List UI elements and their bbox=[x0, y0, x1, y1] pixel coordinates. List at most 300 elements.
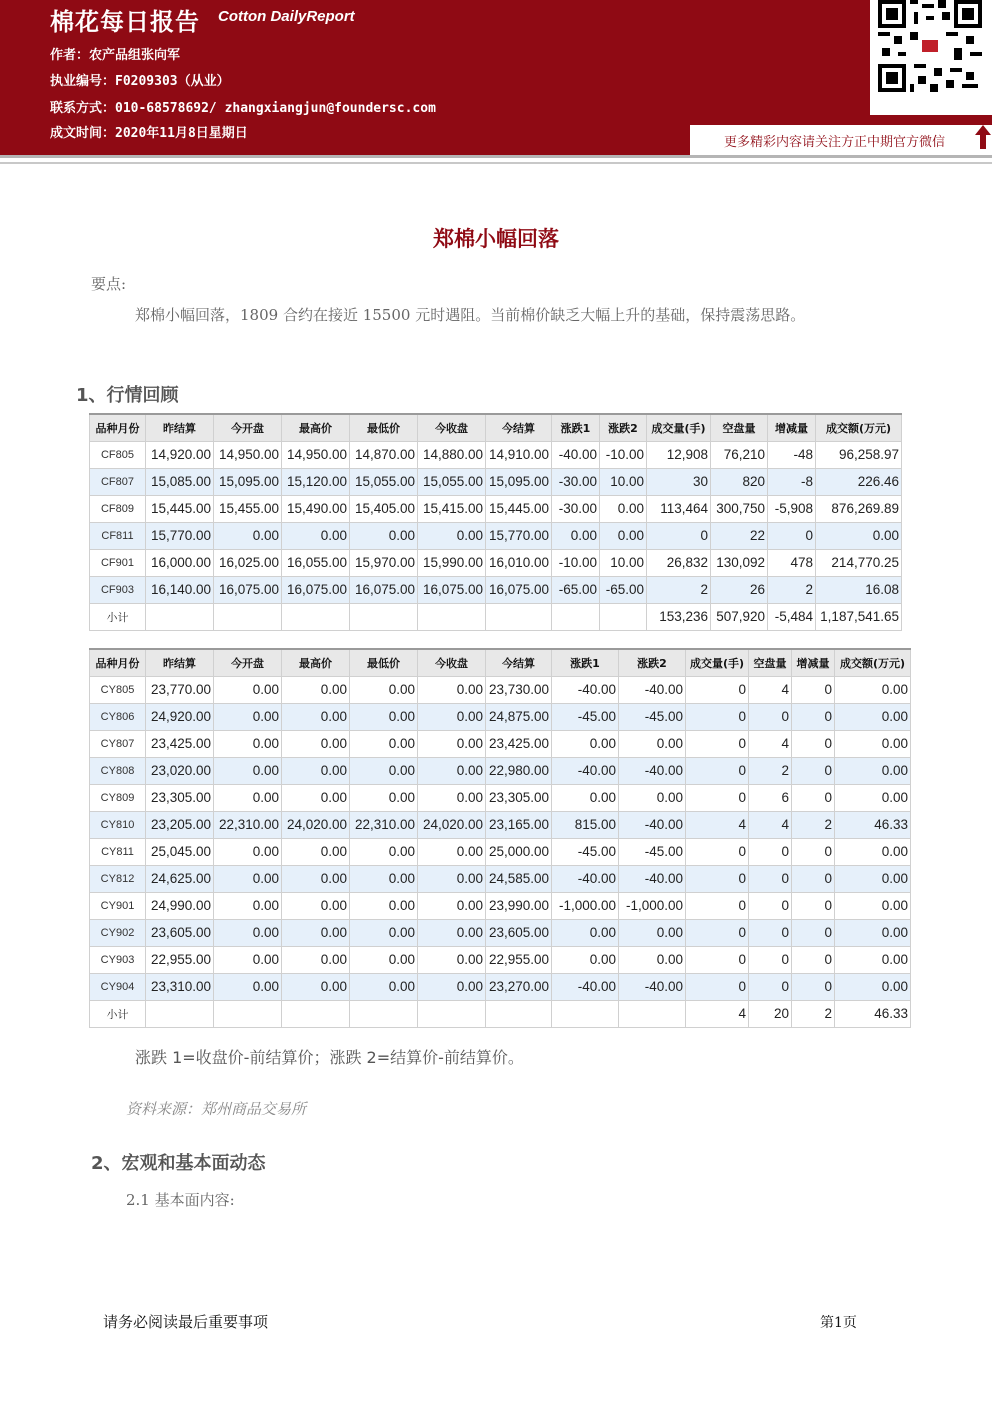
table-cell: -65.00 bbox=[552, 576, 600, 603]
table-cell: 0.00 bbox=[350, 522, 418, 549]
table-cell: 16,000.00 bbox=[146, 549, 214, 576]
table-cell: 0.00 bbox=[214, 703, 282, 730]
table-cell: 16,075.00 bbox=[486, 576, 552, 603]
table-cell: 0.00 bbox=[418, 522, 486, 549]
table-cell: 0.00 bbox=[418, 919, 486, 946]
table-cell: 0 bbox=[792, 946, 835, 973]
table-cell: 23,730.00 bbox=[486, 676, 552, 703]
table-cell: 0.00 bbox=[835, 838, 911, 865]
table-cell: 15,405.00 bbox=[350, 495, 418, 522]
table-cell: -48 bbox=[768, 441, 816, 468]
table-cell: 0.00 bbox=[350, 892, 418, 919]
contract-code: CF807 bbox=[90, 468, 146, 495]
column-header: 成交额(万元) bbox=[835, 649, 911, 676]
table-cell: 0.00 bbox=[282, 919, 350, 946]
table-cell: -40.00 bbox=[552, 441, 600, 468]
table-cell: 507,920 bbox=[711, 603, 768, 630]
table-cell: 12,908 bbox=[647, 441, 711, 468]
table-header-row bbox=[90, 414, 902, 441]
table-cell: 0 bbox=[686, 973, 749, 1000]
table-cell: -40.00 bbox=[619, 865, 686, 892]
table-row bbox=[90, 757, 911, 784]
table-cell: 0 bbox=[749, 838, 792, 865]
table-cell: 0.00 bbox=[350, 838, 418, 865]
keypoints-label: 要点: bbox=[91, 275, 127, 293]
table-cell: 0 bbox=[686, 892, 749, 919]
table-cell bbox=[282, 603, 350, 630]
table-cell: 16,010.00 bbox=[486, 549, 552, 576]
table-cell: 0.00 bbox=[418, 946, 486, 973]
table-cell: 24,920.00 bbox=[146, 703, 214, 730]
table-cell: 0.00 bbox=[214, 973, 282, 1000]
table-cell bbox=[600, 603, 647, 630]
table-cell: 0.00 bbox=[418, 973, 486, 1000]
table-cell: -8 bbox=[768, 468, 816, 495]
table-cell: -40.00 bbox=[619, 676, 686, 703]
table-cell: 0.00 bbox=[214, 865, 282, 892]
table-cell: -40.00 bbox=[619, 811, 686, 838]
table-cell: 0 bbox=[792, 757, 835, 784]
report-title-en: Cotton DailyReport bbox=[218, 8, 355, 25]
table-cell: 0.00 bbox=[350, 973, 418, 1000]
table-cell: 300,750 bbox=[711, 495, 768, 522]
cotton-yarn-futures-table bbox=[89, 648, 911, 1028]
footer-disclaimer-notice: 请务必阅读最后重要事项 bbox=[103, 1313, 269, 1331]
table-cell: 0.00 bbox=[835, 703, 911, 730]
table-cell: 0.00 bbox=[282, 757, 350, 784]
table-cell: 0.00 bbox=[552, 522, 600, 549]
table-cell: 22,955.00 bbox=[486, 946, 552, 973]
table-cell: 226.46 bbox=[816, 468, 902, 495]
column-header: 涨跌2 bbox=[619, 649, 686, 676]
table-cell: -5,484 bbox=[768, 603, 816, 630]
table-cell: 0 bbox=[686, 865, 749, 892]
table-cell: 16,075.00 bbox=[350, 576, 418, 603]
table-cell: 0 bbox=[749, 703, 792, 730]
table-cell: 0.00 bbox=[619, 730, 686, 757]
table-cell: 2 bbox=[792, 811, 835, 838]
table-cell bbox=[552, 603, 600, 630]
table-cell: 0.00 bbox=[835, 757, 911, 784]
table-cell: 0.00 bbox=[282, 522, 350, 549]
report-title-cn: 棉花每日报告 bbox=[50, 8, 200, 36]
table-cell: -40.00 bbox=[552, 757, 619, 784]
table-cell: 0.00 bbox=[350, 730, 418, 757]
table-cell: 46.33 bbox=[835, 811, 911, 838]
table-cell: 30 bbox=[647, 468, 711, 495]
table-cell: 0.00 bbox=[418, 865, 486, 892]
table-row bbox=[90, 603, 902, 630]
table-cell: 0.00 bbox=[350, 757, 418, 784]
table-cell: 0.00 bbox=[552, 784, 619, 811]
column-header: 昨结算 bbox=[146, 414, 214, 441]
table-row bbox=[90, 676, 911, 703]
table-cell: 0.00 bbox=[418, 838, 486, 865]
table-cell: 15,095.00 bbox=[214, 468, 282, 495]
table-cell: 96,258.97 bbox=[816, 441, 902, 468]
keypoints-text: 郑棉小幅回落，1809 合约在接近 15500 元时遇阻。当前棉价缺乏大幅上升的基础，保持震荡思路。 bbox=[135, 306, 806, 324]
contract-code: 小计 bbox=[90, 1000, 146, 1027]
table-cell bbox=[146, 1000, 214, 1027]
column-header: 增减量 bbox=[792, 649, 835, 676]
table-row bbox=[90, 811, 911, 838]
table-header-row bbox=[90, 649, 911, 676]
column-header: 最低价 bbox=[350, 414, 418, 441]
table-cell: -40.00 bbox=[552, 865, 619, 892]
table-cell: 26,832 bbox=[647, 549, 711, 576]
table-cell: 4 bbox=[686, 811, 749, 838]
table-row bbox=[90, 838, 911, 865]
arrow-up-icon bbox=[974, 124, 992, 150]
table-cell: -10.00 bbox=[552, 549, 600, 576]
table-cell: 4 bbox=[686, 1000, 749, 1027]
contract-code: CF811 bbox=[90, 522, 146, 549]
table-cell: 23,425.00 bbox=[146, 730, 214, 757]
column-header: 成交量(手) bbox=[647, 414, 711, 441]
column-header: 昨结算 bbox=[146, 649, 214, 676]
table-cell: 0 bbox=[792, 865, 835, 892]
table-cell: 24,875.00 bbox=[486, 703, 552, 730]
table-cell: 0.00 bbox=[350, 946, 418, 973]
table-cell: 23,020.00 bbox=[146, 757, 214, 784]
table-cell: 0.00 bbox=[835, 865, 911, 892]
table-cell: 23,165.00 bbox=[486, 811, 552, 838]
table-cell: 0.00 bbox=[214, 757, 282, 784]
contract-code: CY805 bbox=[90, 676, 146, 703]
table-cell: -40.00 bbox=[619, 757, 686, 784]
table-cell: 478 bbox=[768, 549, 816, 576]
contract-code: CY904 bbox=[90, 973, 146, 1000]
table-cell: -1,000.00 bbox=[619, 892, 686, 919]
table-cell: 15,415.00 bbox=[418, 495, 486, 522]
table-cell: 4 bbox=[749, 676, 792, 703]
column-header: 增减量 bbox=[768, 414, 816, 441]
table-cell bbox=[552, 1000, 619, 1027]
table-cell: 0 bbox=[686, 676, 749, 703]
table-cell: 14,870.00 bbox=[350, 441, 418, 468]
table-row bbox=[90, 865, 911, 892]
column-header: 今收盘 bbox=[418, 414, 486, 441]
table-cell: 15,490.00 bbox=[282, 495, 350, 522]
table-cell bbox=[418, 603, 486, 630]
table-cell: 0 bbox=[768, 522, 816, 549]
column-header: 最高价 bbox=[282, 649, 350, 676]
table-cell: 0 bbox=[686, 838, 749, 865]
table-cell: 0.00 bbox=[835, 784, 911, 811]
table-cell: 25,000.00 bbox=[486, 838, 552, 865]
table-row bbox=[90, 784, 911, 811]
table-cell: 46.33 bbox=[835, 1000, 911, 1027]
table-cell: 0.00 bbox=[282, 946, 350, 973]
table-cell: 0 bbox=[686, 703, 749, 730]
table-cell: 23,305.00 bbox=[146, 784, 214, 811]
table-cell: 15,085.00 bbox=[146, 468, 214, 495]
column-header: 成交额(万元) bbox=[816, 414, 902, 441]
column-header: 品种月份 bbox=[90, 414, 146, 441]
license-number: 执业编号：F0209303（从业） bbox=[50, 74, 230, 89]
table-cell: 0 bbox=[749, 865, 792, 892]
table-cell: 22,310.00 bbox=[350, 811, 418, 838]
table-cell: 15,970.00 bbox=[350, 549, 418, 576]
table-cell: 23,425.00 bbox=[486, 730, 552, 757]
table-row bbox=[90, 522, 902, 549]
table-cell: 0.00 bbox=[214, 730, 282, 757]
table-cell: 0 bbox=[792, 892, 835, 919]
table-cell: 0.00 bbox=[214, 522, 282, 549]
report-date: 成文时间：2020年11月8日星期日 bbox=[50, 126, 248, 141]
table-row bbox=[90, 892, 911, 919]
table-cell: 0.00 bbox=[282, 865, 350, 892]
column-header: 今开盘 bbox=[214, 414, 282, 441]
column-header: 成交量(手) bbox=[686, 649, 749, 676]
table-row bbox=[90, 549, 902, 576]
cotton-futures-table bbox=[89, 413, 902, 631]
table-cell: 23,770.00 bbox=[146, 676, 214, 703]
table-cell: 15,095.00 bbox=[486, 468, 552, 495]
table-cell: 0.00 bbox=[552, 946, 619, 973]
table-cell: 0.00 bbox=[835, 892, 911, 919]
table-cell: 0.00 bbox=[552, 919, 619, 946]
table-cell: 0.00 bbox=[418, 676, 486, 703]
table-cell: 22,310.00 bbox=[214, 811, 282, 838]
wechat-promo-text: 更多精彩内容请关注方正中期官方微信 bbox=[724, 135, 946, 150]
table-row bbox=[90, 730, 911, 757]
table-cell: 0.00 bbox=[552, 730, 619, 757]
table-cell: 0.00 bbox=[600, 495, 647, 522]
contract-code: CY806 bbox=[90, 703, 146, 730]
table-cell: 15,445.00 bbox=[146, 495, 214, 522]
table-cell: 23,305.00 bbox=[486, 784, 552, 811]
column-header: 涨跌1 bbox=[552, 649, 619, 676]
table-cell: -40.00 bbox=[552, 676, 619, 703]
table-cell: 0.00 bbox=[214, 784, 282, 811]
table-cell: 4 bbox=[749, 811, 792, 838]
table-cell: 0.00 bbox=[418, 892, 486, 919]
table-cell: 22,980.00 bbox=[486, 757, 552, 784]
table-row bbox=[90, 441, 902, 468]
table-cell: 153,236 bbox=[647, 603, 711, 630]
table-cell: -30.00 bbox=[552, 495, 600, 522]
table-cell: 23,310.00 bbox=[146, 973, 214, 1000]
contract-code: CY903 bbox=[90, 946, 146, 973]
table-cell: 23,605.00 bbox=[146, 919, 214, 946]
table-cell: 24,625.00 bbox=[146, 865, 214, 892]
table-cell: 0.00 bbox=[282, 973, 350, 1000]
table-cell: 0 bbox=[749, 946, 792, 973]
page-number: 第1页 bbox=[820, 1315, 857, 1331]
table-cell: 15,455.00 bbox=[214, 495, 282, 522]
table-cell: 14,950.00 bbox=[282, 441, 350, 468]
table-cell: 0.00 bbox=[282, 703, 350, 730]
table-cell: 0.00 bbox=[835, 676, 911, 703]
contact-info: 联系方式：010-68578692/ zhangxiangjun@foundersc.com bbox=[50, 101, 436, 116]
contract-code: CY809 bbox=[90, 784, 146, 811]
column-header: 今结算 bbox=[486, 414, 552, 441]
table-cell: 0.00 bbox=[418, 784, 486, 811]
table-cell: 2 bbox=[749, 757, 792, 784]
table-cell: 0 bbox=[792, 784, 835, 811]
table-cell: 0.00 bbox=[418, 730, 486, 757]
table-cell: 6 bbox=[749, 784, 792, 811]
table-cell: 16,025.00 bbox=[214, 549, 282, 576]
table-cell: -10.00 bbox=[600, 441, 647, 468]
table-cell: 2 bbox=[768, 576, 816, 603]
table-cell: 10.00 bbox=[600, 549, 647, 576]
table-cell: 15,990.00 bbox=[418, 549, 486, 576]
table-cell: 0 bbox=[792, 730, 835, 757]
section-heading-market-review: 1、行情回顾 bbox=[76, 385, 179, 406]
table-cell: 15,770.00 bbox=[486, 522, 552, 549]
table-cell: 23,605.00 bbox=[486, 919, 552, 946]
table-cell bbox=[146, 603, 214, 630]
table-cell bbox=[418, 1000, 486, 1027]
table-cell: 0.00 bbox=[282, 676, 350, 703]
table-cell: 15,445.00 bbox=[486, 495, 552, 522]
column-header: 最高价 bbox=[282, 414, 350, 441]
table-cell: 113,464 bbox=[647, 495, 711, 522]
table-cell: 10.00 bbox=[600, 468, 647, 495]
column-header: 最低价 bbox=[350, 649, 418, 676]
table-cell: -40.00 bbox=[619, 973, 686, 1000]
table-cell: 0 bbox=[792, 919, 835, 946]
table-cell: 0.00 bbox=[418, 757, 486, 784]
column-header: 品种月份 bbox=[90, 649, 146, 676]
table-cell bbox=[214, 1000, 282, 1027]
table-row bbox=[90, 973, 911, 1000]
table-cell: 16,075.00 bbox=[418, 576, 486, 603]
table-cell bbox=[619, 1000, 686, 1027]
table-cell: 23,990.00 bbox=[486, 892, 552, 919]
table-cell: 0 bbox=[686, 919, 749, 946]
qr-code-icon bbox=[878, 0, 982, 92]
document-title: 郑棉小幅回落 bbox=[433, 227, 559, 251]
table-cell: 0 bbox=[749, 919, 792, 946]
column-header: 空盘量 bbox=[711, 414, 768, 441]
table-cell: -40.00 bbox=[552, 973, 619, 1000]
table-cell: 16,055.00 bbox=[282, 549, 350, 576]
table-cell: 24,020.00 bbox=[418, 811, 486, 838]
contract-code: CY902 bbox=[90, 919, 146, 946]
table-cell: 0.00 bbox=[350, 676, 418, 703]
table-cell: 22 bbox=[711, 522, 768, 549]
table-cell: 15,055.00 bbox=[350, 468, 418, 495]
table-cell: 0.00 bbox=[350, 703, 418, 730]
table-row bbox=[90, 946, 911, 973]
table-cell: 0.00 bbox=[282, 730, 350, 757]
table-cell: 2 bbox=[647, 576, 711, 603]
table-row bbox=[90, 495, 902, 522]
table-cell: 0 bbox=[647, 522, 711, 549]
table-cell bbox=[350, 1000, 418, 1027]
table-cell: -45.00 bbox=[619, 703, 686, 730]
table-cell: 15,120.00 bbox=[282, 468, 350, 495]
table-cell: 16,075.00 bbox=[282, 576, 350, 603]
table-cell: 0 bbox=[686, 730, 749, 757]
data-source: 资料来源：郑州商品交易所 bbox=[126, 1100, 307, 1118]
table-cell: 0.00 bbox=[282, 892, 350, 919]
table-cell: 24,020.00 bbox=[282, 811, 350, 838]
table-cell: 214,770.25 bbox=[816, 549, 902, 576]
table-cell: 24,585.00 bbox=[486, 865, 552, 892]
header-divider-secondary bbox=[0, 162, 992, 164]
table-cell: 0 bbox=[749, 973, 792, 1000]
contract-code: CY807 bbox=[90, 730, 146, 757]
column-header: 今开盘 bbox=[214, 649, 282, 676]
table-cell: 26 bbox=[711, 576, 768, 603]
table-cell: 0 bbox=[792, 973, 835, 1000]
contract-code: CY810 bbox=[90, 811, 146, 838]
table-row bbox=[90, 1000, 911, 1027]
section-heading-macro: 2、宏观和基本面动态 bbox=[91, 1153, 266, 1174]
contract-code: CF901 bbox=[90, 549, 146, 576]
table-cell: -45.00 bbox=[552, 838, 619, 865]
price-change-note: 涨跌 1=收盘价-前结算价；涨跌 2=结算价-前结算价。 bbox=[135, 1048, 524, 1067]
contract-code: CY811 bbox=[90, 838, 146, 865]
table-cell: 0.00 bbox=[619, 784, 686, 811]
table-cell: 0.00 bbox=[835, 730, 911, 757]
table-cell: 130,092 bbox=[711, 549, 768, 576]
table-cell bbox=[486, 1000, 552, 1027]
table-cell: 15,770.00 bbox=[146, 522, 214, 549]
table-cell: -45.00 bbox=[619, 838, 686, 865]
table-cell: 0.00 bbox=[600, 522, 647, 549]
table-cell: 14,920.00 bbox=[146, 441, 214, 468]
table-cell: 0.00 bbox=[282, 838, 350, 865]
table-cell: 76,210 bbox=[711, 441, 768, 468]
table-cell: 0 bbox=[792, 703, 835, 730]
contract-code: CY901 bbox=[90, 892, 146, 919]
column-header: 涨跌1 bbox=[552, 414, 600, 441]
table-cell: 0.00 bbox=[350, 865, 418, 892]
table-row bbox=[90, 919, 911, 946]
header-divider bbox=[0, 155, 992, 158]
table-cell: -1,000.00 bbox=[552, 892, 619, 919]
table-cell: 0.00 bbox=[835, 973, 911, 1000]
table-cell: 14,950.00 bbox=[214, 441, 282, 468]
table-cell: 2 bbox=[792, 1000, 835, 1027]
contract-code: CF903 bbox=[90, 576, 146, 603]
table-row bbox=[90, 703, 911, 730]
table-cell: 820 bbox=[711, 468, 768, 495]
author: 作者：农产品组张向军 bbox=[50, 48, 181, 63]
table-cell: 14,880.00 bbox=[418, 441, 486, 468]
contract-code: 小计 bbox=[90, 603, 146, 630]
table-cell: 23,205.00 bbox=[146, 811, 214, 838]
table-cell: 0.00 bbox=[214, 838, 282, 865]
table-cell: 16.08 bbox=[816, 576, 902, 603]
table-cell: 0.00 bbox=[835, 919, 911, 946]
contract-code: CF809 bbox=[90, 495, 146, 522]
table-cell: 0.00 bbox=[619, 946, 686, 973]
column-header: 今收盘 bbox=[418, 649, 486, 676]
table-cell bbox=[486, 603, 552, 630]
column-header: 今结算 bbox=[486, 649, 552, 676]
table-cell: 16,075.00 bbox=[214, 576, 282, 603]
table-cell: 0.00 bbox=[214, 892, 282, 919]
table-cell: -5,908 bbox=[768, 495, 816, 522]
table-cell: 815.00 bbox=[552, 811, 619, 838]
table-cell: 0.00 bbox=[816, 522, 902, 549]
column-header: 涨跌2 bbox=[600, 414, 647, 441]
table-cell: 0.00 bbox=[214, 946, 282, 973]
table-cell: 0 bbox=[686, 784, 749, 811]
table-cell: 0 bbox=[686, 757, 749, 784]
table-cell: 0 bbox=[749, 892, 792, 919]
table-cell: -45.00 bbox=[552, 703, 619, 730]
table-cell: 4 bbox=[749, 730, 792, 757]
table-cell: 0.00 bbox=[214, 676, 282, 703]
table-cell: 0.00 bbox=[350, 919, 418, 946]
